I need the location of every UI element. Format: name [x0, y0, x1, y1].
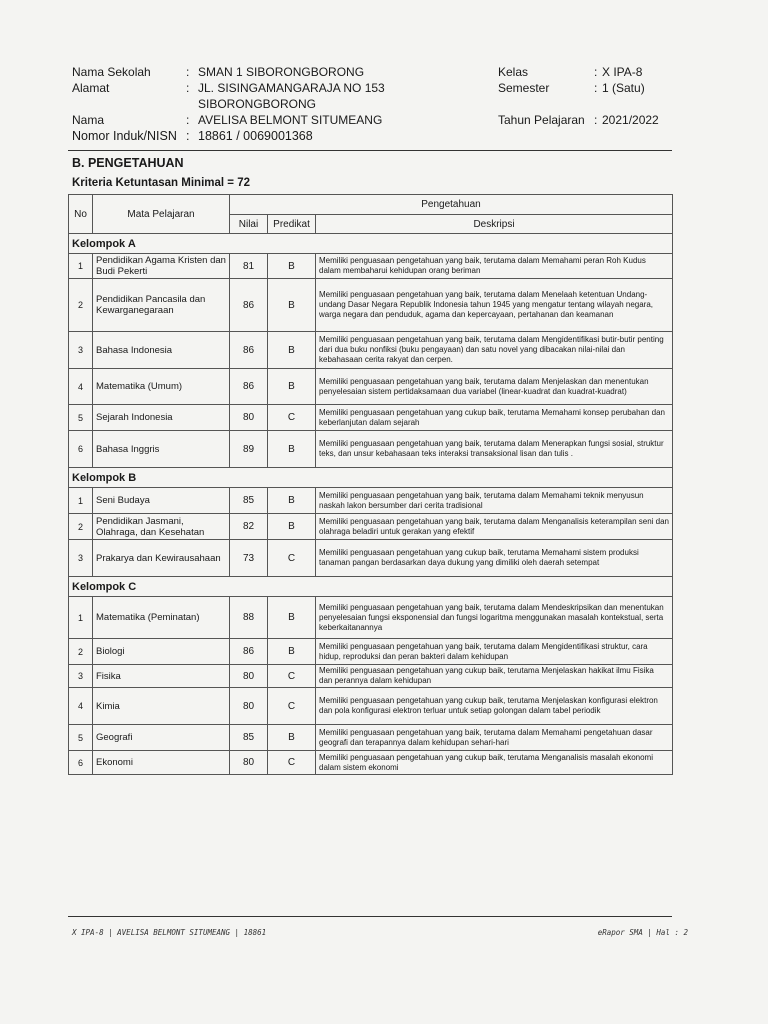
info-separator: : [186, 65, 190, 79]
student-info-left [72, 64, 472, 144]
table-row [69, 369, 673, 405]
description-text: Memiliki penguasaan pengetahuan yang baik, terutama dalam Menelaah ketentuan Undang-undang Dasar Negara Republik Indonesia tahun 1945 yang mengatur tentang wilayah negara, warga negara dan penduduk, agama dan kepercayaan, pertahanan dan keamanan [316, 279, 673, 332]
predicate-value: B [268, 639, 316, 665]
subject-name: Seni Budaya [93, 488, 230, 514]
info-separator: : [186, 81, 190, 95]
subject-name: Bahasa Inggris [93, 431, 230, 468]
row-number: 4 [69, 369, 93, 405]
col-header-predicate: Predikat [268, 215, 316, 234]
info-value: SIBORONGBORONG [198, 97, 317, 111]
info-row-school [72, 64, 472, 80]
description-text: Memiliki penguasaan pengetahuan yang cukup baik, terutama Memahami konsep perubahan dan keberlanjutan dalam sejarah [316, 405, 673, 431]
table-row [69, 279, 673, 332]
description-text: Memiliki penguasaan pengetahuan yang cukup baik, terutama Memahami sistem produksi tanaman pangan berdasarkan daya dukung yang dimiliki oleh daerah setempat [316, 540, 673, 577]
info-value: SMAN 1 SIBORONGBORONG [198, 65, 365, 79]
col-header-subject: Mata Pelajaran [93, 195, 230, 234]
info-row-nisn [72, 128, 472, 144]
row-number: 2 [69, 639, 93, 665]
table-row [69, 405, 673, 431]
table-row [69, 332, 673, 369]
footer-student: X IPA-8 | AVELISA BELMONT SITUMEANG | 18861 [72, 928, 267, 937]
description-text: Memiliki penguasaan pengetahuan yang cukup baik, terutama Menganalisis masalah ekonomi dalam sistem ekonomi [316, 751, 673, 775]
subject-name: Kimia [93, 688, 230, 725]
group-row [69, 234, 673, 254]
group-label: Kelompok A [69, 234, 673, 254]
table-row [69, 431, 673, 468]
info-row-semester [498, 80, 688, 96]
info-value: 18861 / 0069001368 [198, 129, 313, 143]
group-row [69, 468, 673, 488]
description-text: Memiliki penguasaan pengetahuan yang baik, terutama dalam Menerapkan fungsi sosial, struktur teks, dan unsur kebahasaan teks interaksi transaksional lisan dan tulis . [316, 431, 673, 468]
student-info-right [498, 64, 688, 128]
row-number: 1 [69, 254, 93, 279]
row-number: 1 [69, 597, 93, 639]
group-row [69, 577, 673, 597]
info-row-name [72, 112, 472, 128]
info-value: JL. SISINGAMANGARAJA NO 153 [198, 81, 385, 95]
info-row-year [498, 112, 688, 128]
row-number: 3 [69, 540, 93, 577]
info-value: X IPA-8 [602, 65, 643, 79]
row-number: 2 [69, 514, 93, 540]
info-row-spacer [498, 96, 688, 112]
grades-body [69, 234, 673, 775]
info-label: Tahun Pelajaran [498, 113, 585, 127]
score-value: 80 [230, 688, 268, 725]
row-number: 6 [69, 751, 93, 775]
subject-name: Fisika [93, 665, 230, 688]
info-label: Nama Sekolah [72, 65, 151, 79]
predicate-value: B [268, 279, 316, 332]
table-row [69, 725, 673, 751]
score-value: 81 [230, 254, 268, 279]
info-row-class [498, 64, 688, 80]
table-row [69, 540, 673, 577]
subject-name: Biologi [93, 639, 230, 665]
kkm-label: Kriteria Ketuntasan Minimal = 72 [72, 177, 250, 189]
section-title: B. PENGETAHUAN [72, 156, 184, 170]
subject-name: Pendidikan Agama Kristen dan Budi Pekerti [93, 254, 230, 279]
table-row [69, 488, 673, 514]
table-row [69, 751, 673, 775]
subject-name: Sejarah Indonesia [93, 405, 230, 431]
info-value [602, 96, 688, 112]
grades-table [68, 194, 673, 775]
score-value: 85 [230, 488, 268, 514]
info-row-address-cont [72, 96, 472, 112]
description-text: Memiliki penguasaan pengetahuan yang baik, terutama dalam Memahami teknik menyusun naskah lakon bersumber dari cerita tradisional [316, 488, 673, 514]
table-row [69, 639, 673, 665]
info-label: Kelas [498, 65, 529, 79]
info-separator [594, 96, 602, 112]
score-value: 89 [230, 431, 268, 468]
table-row [69, 514, 673, 540]
predicate-value: C [268, 751, 316, 775]
footer-page: eRapor SMA | Hal : 2 [597, 928, 688, 937]
info-separator: : [186, 129, 190, 143]
info-row-address [72, 80, 472, 96]
subject-name: Pendidikan Jasmani, Olahraga, dan Kesehatan [93, 514, 230, 540]
row-number: 6 [69, 431, 93, 468]
header-divider [68, 150, 672, 151]
predicate-value: C [268, 405, 316, 431]
info-separator [186, 96, 198, 112]
score-value: 86 [230, 639, 268, 665]
description-text: Memiliki penguasaan pengetahuan yang cukup baik, terutama Menjelaskan konfigurasi elektron dan pola konfigurasi elektron terluar untuk setiap golongan dalam tabel periodik [316, 688, 673, 725]
row-number: 3 [69, 332, 93, 369]
info-value: 2021/2022 [602, 113, 659, 127]
table-row [69, 597, 673, 639]
predicate-value: B [268, 597, 316, 639]
info-label: Semester [498, 81, 550, 95]
group-label: Kelompok B [69, 468, 673, 488]
subject-name: Pendidikan Pancasila dan Kewarganegaraan [93, 279, 230, 332]
table-row [69, 665, 673, 688]
subject-name: Matematika (Umum) [93, 369, 230, 405]
predicate-value: B [268, 369, 316, 405]
info-separator: : [594, 81, 598, 95]
score-value: 73 [230, 540, 268, 577]
subject-name: Bahasa Indonesia [93, 332, 230, 369]
info-label: Nomor Induk/NISN [72, 129, 177, 143]
info-label [72, 96, 186, 112]
description-text: Memiliki penguasaan pengetahuan yang baik, terutama dalam Menjelaskan dan menentukan penyelesaian sistem pertidaksamaan dua variabel (linear-kuadrat dan kuadrat-kuadrat) [316, 369, 673, 405]
row-number: 5 [69, 725, 93, 751]
predicate-value: B [268, 254, 316, 279]
info-separator: : [594, 113, 598, 127]
group-label: Kelompok C [69, 577, 673, 597]
row-number: 5 [69, 405, 93, 431]
predicate-value: B [268, 431, 316, 468]
score-value: 86 [230, 369, 268, 405]
info-label: Alamat [72, 81, 110, 95]
table-row [69, 688, 673, 725]
score-value: 85 [230, 725, 268, 751]
description-text: Memiliki penguasaan pengetahuan yang baik, terutama dalam Mendeskripsikan dan menentukan penyelesaian fungsi eksponensial dan fungsi logaritma menggunakan masalah kontekstual, serta keberkaitanannya [316, 597, 673, 639]
score-value: 86 [230, 279, 268, 332]
info-value: AVELISA BELMONT SITUMEANG [198, 113, 383, 127]
info-label: Nama [72, 113, 105, 127]
footer-divider [68, 916, 672, 917]
col-header-knowledge: Pengetahuan [230, 195, 673, 215]
predicate-value: B [268, 488, 316, 514]
info-label [498, 96, 594, 112]
row-number: 1 [69, 488, 93, 514]
description-text: Memiliki penguasaan pengetahuan yang baik, terutama dalam Mengidentifikasi struktur, cara hidup, reproduksi dan peran bakteri dalam kehidupan [316, 639, 673, 665]
info-separator: : [186, 113, 190, 127]
score-value: 86 [230, 332, 268, 369]
score-value: 80 [230, 751, 268, 775]
table-row [69, 254, 673, 279]
description-text: Memiliki penguasaan pengetahuan yang cukup baik, terutama Menjelaskan hakikat ilmu Fisika dan perannya dalam kehidupan [316, 665, 673, 688]
subject-name: Prakarya dan Kewirausahaan [93, 540, 230, 577]
description-text: Memiliki penguasaan pengetahuan yang baik, terutama dalam Menganalisis keterampilan seni dan olahraga beladiri untuk gerakan yang efektif [316, 514, 673, 540]
row-number: 4 [69, 688, 93, 725]
description-text: Memiliki penguasaan pengetahuan yang baik, terutama dalam Mengidentifikasi butir-butir penting dari dua buku nonfiksi (buku pengayaan) dan satu novel yang dibacakan nilai-nilai dan kebahasaan cerita rakyat dan cerpen. [316, 332, 673, 369]
predicate-value: B [268, 514, 316, 540]
predicate-value: C [268, 688, 316, 725]
subject-name: Matematika (Peminatan) [93, 597, 230, 639]
score-value: 80 [230, 665, 268, 688]
row-number: 3 [69, 665, 93, 688]
col-header-no: No [69, 195, 93, 234]
info-separator: : [594, 65, 598, 79]
score-value: 88 [230, 597, 268, 639]
row-number: 2 [69, 279, 93, 332]
predicate-value: B [268, 725, 316, 751]
description-text: Memiliki penguasaan pengetahuan yang baik, terutama dalam Memahami peran Roh Kudus dalam membaharui kehidupan orang beriman [316, 254, 673, 279]
col-header-description: Deskripsi [316, 215, 673, 234]
col-header-score: Nilai [230, 215, 268, 234]
info-value: 1 (Satu) [602, 81, 645, 95]
subject-name: Geografi [93, 725, 230, 751]
score-value: 82 [230, 514, 268, 540]
subject-name: Ekonomi [93, 751, 230, 775]
predicate-value: B [268, 332, 316, 369]
predicate-value: C [268, 540, 316, 577]
description-text: Memiliki penguasaan pengetahuan yang baik, terutama dalam Memahami pengetahuan dasar geografi dan terapannya dalam kehidupan sehari-hari [316, 725, 673, 751]
score-value: 80 [230, 405, 268, 431]
predicate-value: C [268, 665, 316, 688]
